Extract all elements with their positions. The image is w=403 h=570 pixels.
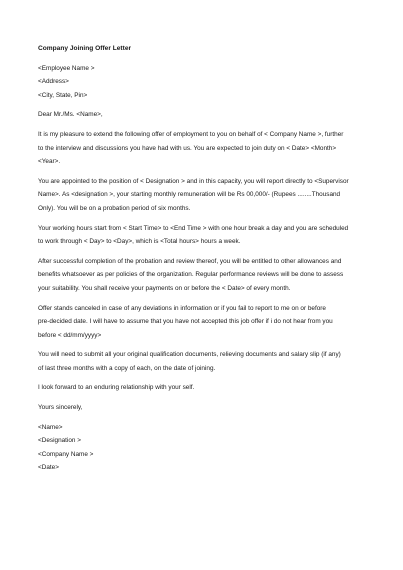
paragraph-line: You are appointed to the position of < Designation > and in this capacity, you will report directly to <Supervisor: [38, 177, 349, 185]
paragraph-line: Only). You will be on a probation period of six months.: [38, 204, 191, 212]
paragraph-line: before < dd/mm/yyyy>: [38, 331, 102, 339]
letter-title: Company Joining Offer Letter: [38, 45, 132, 52]
paragraph-line: pre-decided date. I will have to assume that you have not accepted this job offer if i do not hear from you: [38, 318, 333, 326]
paragraph-benefits: [38, 255, 370, 296]
paragraph-line: to work through < Day> to <Day>, which is <Total hours> hours a week.: [38, 238, 241, 246]
paragraph-line: <Year>.: [38, 158, 61, 166]
paragraph-cancellation: [38, 302, 370, 343]
closing: Yours sincerely,: [38, 404, 83, 412]
offer-letter: [38, 42, 370, 481]
signature-line: <Name>: [38, 423, 63, 431]
paragraph-offer: [38, 128, 370, 169]
address-line: <City, State, Pin>: [38, 91, 88, 99]
recipient-address: [38, 62, 370, 103]
paragraph-line: benefits whatsoever as per policies of the organization. Regular performance reviews will be done to assess: [38, 271, 344, 279]
paragraph-line: Name>. As <designation >, your starting monthly remuneration will be Rs 00,000/- (Rupees ........Thousand: [38, 191, 341, 199]
paragraph-line: You will need to submit all your original qualification documents, relieving documents and salary slip (if any): [38, 351, 341, 359]
signature-block: [38, 421, 370, 475]
salutation: Dear Mr./Ms. <Name>,: [38, 111, 103, 119]
paragraph-line: After successful completion of the probation and review thereof, you will be entitled to other allowances and: [38, 257, 342, 265]
paragraph-position: [38, 175, 370, 216]
paragraph-line: Offer stands canceled in case of any deviations in information or if you fail to report to me on or before: [38, 304, 326, 312]
address-line: <Employee Name >: [38, 64, 95, 72]
paragraph-line: Your working hours start from < Start Time> to <End Time > with one hour break a day and you are scheduled: [38, 224, 349, 232]
signature-line: <Designation >: [38, 437, 81, 445]
paragraph-line: of last three months with a copy of each, on the date of joining.: [38, 364, 216, 372]
paragraph-documents: [38, 348, 370, 375]
paragraph-line: to the interview and discussions you have had with us. You are expected to join duty on < Date> <Month>: [38, 144, 337, 152]
paragraph-line: It is my pleasure to extend the following offer of employment to you on behalf of < Company Name >, further: [38, 130, 344, 138]
address-line: <Address>: [38, 78, 69, 86]
paragraph-working-hours: [38, 222, 370, 249]
paragraph-line: I look forward to an enduring relationship with your self.: [38, 384, 195, 392]
signature-line: <Company Name >: [38, 450, 94, 458]
signature-line: <Date>: [38, 464, 59, 472]
paragraph-closing-remark: [38, 381, 370, 395]
paragraph-line: your suitability. You shall receive your payments on or before the < Date> of every month.: [38, 284, 291, 292]
